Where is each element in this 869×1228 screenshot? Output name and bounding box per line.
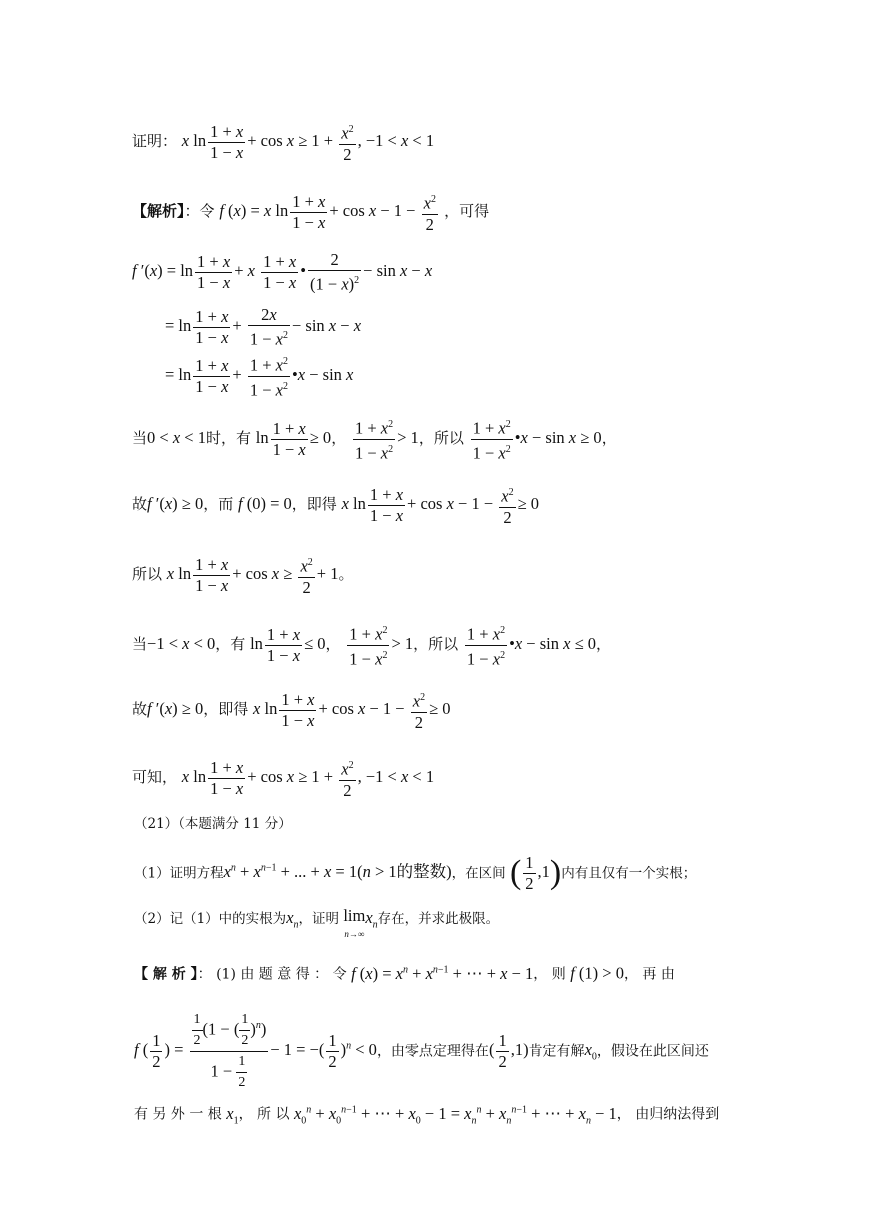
analysis-2-line-3: 有 另 外 一 根 $x_1$， 所 以 $x_0^n + x_0^{n-1}$ + ⋯ + $x_0 - 1 = x_n^n + x_n^{n-1}$ + ⋯ + $x_n - 1$， 由归纳法得到: [134, 1103, 720, 1126]
conclusion-positive: 故f ′(x) ≥ 0，而 f (0) = 0，即得 x ln $\frac{1 + x}{1 - x}$ + cos x − 1 − $\frac{x^2}{2}$ ≥ 0: [132, 484, 540, 527]
question-21-header: （21）（本题满分 11 分）: [134, 816, 292, 832]
question-21-part-2: （2）记（1）中的实根为$x_n$，证明 lim $n\to\infty x_n$存在，并求此极限。: [134, 906, 500, 939]
analysis-2-line-2: f ( $\frac{1}{2}$ ) = $\frac{1}{2}$ (1 − ( $\frac{1}{2}$ )$^n$) 1 − $\frac{1}{2}$ − 1 = −( $\frac{1}{2}$ )$^n$ < 0，由零点定理得在( $\frac{1}{2}$ ,1)肯定有解$x_0$，假设在此区间还: [134, 1012, 709, 1090]
result-positive: 所以 x ln $\frac{1 + x}{1 - x}$ + cos x ≥ $\frac{x^2}{2}$ + 1。: [132, 554, 354, 597]
proof-statement: 证明： x ln $\frac{1 + x}{1 - x}$ + cos x ≥ 1 + $\frac{x^2}{2}$ , −1 < x < 1: [132, 121, 435, 164]
question-21-part-1: （1）证明方程$x^n + x^{n-1}$ + ... + x = 1(n > 1的整数)，在区间 ( $\frac{1}{2}$ ,1)内有且仅有一个实根；: [134, 853, 697, 893]
analysis-2-line-1: 【 解 析 】： (1) 由 题 意 得 ： 令 f $(x) = x^n + x^{n-1}$ + ⋯ + x − 1， 则 f (1) > 0， 再 由: [134, 963, 675, 983]
function-definition: f (x) = x ln $\frac{1 + x}{1 - x}$ + cos x − 1 − $\frac{x^2}{2}$: [219, 191, 436, 234]
derivative-line-1: f ′(x) = ln $\frac{1 + x}{1 - x}$ + x $\frac{1 + x}{1 - x}$ • $\frac{2}{(1 - x)^2}$ − sin x − x: [132, 250, 433, 294]
proof-formula: x ln $\frac{1 + x}{1 - x}$ + cos x ≥ 1 + $\frac{x^2}{2}$ , −1 < x < 1: [181, 121, 435, 164]
derivative-line-3: = ln $\frac{1 + x}{1 - x}$ + $\frac{1 + x^2}{1 - x^2}$ •x − sin x: [165, 352, 353, 400]
final-result: 可知， x ln $\frac{1 + x}{1 - x}$ + cos x ≥ 1 + $\frac{x^2}{2}$ , −1 < x < 1: [132, 757, 435, 800]
analysis-intro: 【解析】：令 f (x) = x ln $\frac{1 + x}{1 - x}$ + cos x − 1 − $\frac{x^2}{2}$ ，可得: [132, 191, 490, 234]
case-negative: 当−1 < x < 0，有 ln $\frac{1 + x}{1 - x}$ ≤ 0， $\frac{1 + x^2}{1 - x^2}$ > 1，所以 $\frac{1 + x^2}{1 - x^2}$ •x − sin x ≤ 0，: [132, 621, 611, 669]
case-positive: 当0 < x < 1时，有 ln $\frac{1 + x}{1 - x}$ ≥ 0， $\frac{1 + x^2}{1 - x^2}$ > 1，所以 $\frac{1 + x^2}{1 - x^2}$ •x − sin x ≥ 0，: [132, 415, 617, 463]
conclusion-negative: 故f ′(x) ≥ 0，即得 x ln $\frac{1 + x}{1 - x}$ + cos x − 1 − $\frac{x^2}{2}$ ≥ 0: [132, 689, 451, 732]
derivative-line-2: = ln $\frac{1 + x}{1 - x}$ + $\frac{2x}{1 - x^2}$ − sin x − x: [165, 305, 362, 349]
